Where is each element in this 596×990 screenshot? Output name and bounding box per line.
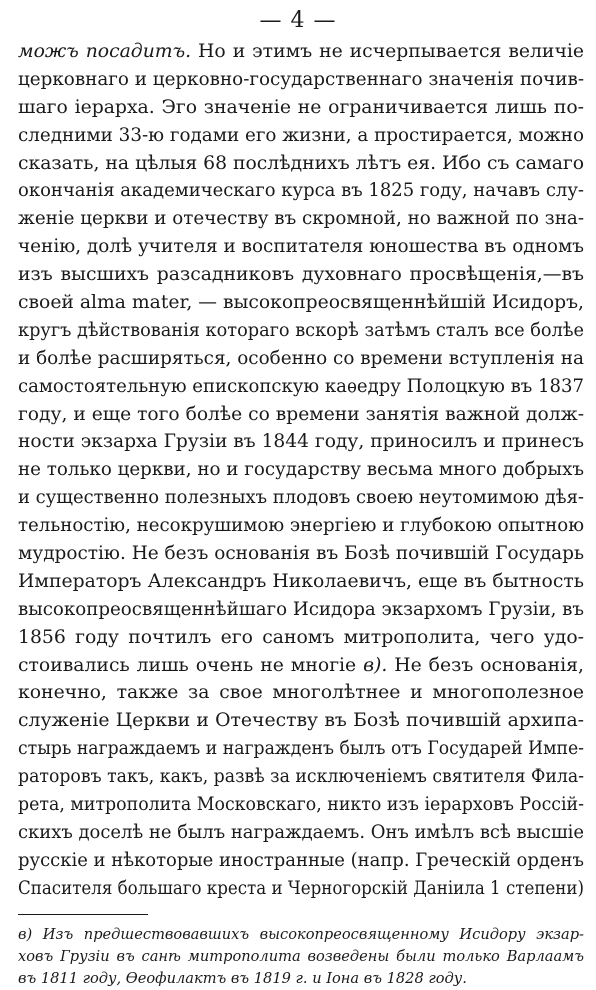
text-line	[18, 150, 584, 178]
text-line	[18, 94, 584, 122]
text-segment: конечно, также за свое многолѣтнее и многополезное	[18, 682, 584, 704]
text-segment: высокопреосвященнѣйшаго Исидора экзархомъ Грузiи, въ	[18, 598, 585, 620]
text-line	[18, 177, 584, 205]
text-line	[18, 484, 584, 512]
text-segment: мудростiю. Не безъ основанiя въ Бозѣ почившiй Государь	[18, 543, 585, 565]
text-segment: окончанiя академическаго курса въ 1825 году, начавъ слу-	[18, 180, 585, 202]
text-segment: самостоятельную епископскую каѳедру Полоцкую въ 1837	[18, 375, 585, 397]
text-line	[18, 317, 584, 345]
text-segment: изъ высшихъ разсадниковъ духовнаго просвѣщенiя,—въ	[18, 264, 584, 286]
text-segment: скихъ доселѣ не былъ награждаемъ. Онъ имѣлъ всѣ высшiе	[18, 821, 585, 843]
text-segment: следними 33-ю годами его жизни, а простирается, можно	[18, 124, 585, 146]
text-line	[18, 707, 584, 735]
text-line	[18, 345, 584, 373]
text-line	[18, 624, 584, 652]
text-segment: не только церкви, но и государству весьма много добрыхъ	[18, 459, 585, 481]
text-line	[18, 847, 584, 875]
text-line	[18, 289, 584, 317]
text-line	[18, 875, 584, 903]
text-segment: 1856 году почтилъ его саномъ митрополита, чего удо-	[18, 626, 584, 648]
text-segment: своей alma mater, — высокопреосвященнѣйшiй Исидоръ,	[18, 292, 584, 314]
text-segment: сказать, на цѣлыя 68 послѣднихъ лѣтъ ея. Ибо съ самаго	[18, 152, 585, 174]
text-segment: ченiю, долѣ учителя и воспитателя юношества въ одномъ	[18, 236, 584, 258]
text-line	[18, 791, 584, 819]
text-segment: стырь награждаемъ и награжденъ былъ отъ Государей Импе-	[18, 738, 585, 760]
footnote	[18, 924, 584, 990]
text-segment: году, и еще того болѣе со времени занятiя важной долж-	[18, 403, 585, 425]
text-line	[18, 735, 584, 763]
text-line	[18, 512, 584, 540]
text-line	[18, 568, 584, 596]
text-segment: и болѣе расширяться, особенно со времени вступленiя на	[18, 347, 585, 369]
text-line	[18, 428, 584, 456]
text-segment: Императоръ Александръ Николаевичъ, еще въ бытность	[18, 570, 584, 592]
text-segment: Спасителя большаго креста и Черногорскiй Данiила 1 степени)	[18, 877, 584, 899]
text-line	[18, 763, 584, 791]
text-line	[18, 596, 584, 624]
text-line	[18, 679, 584, 707]
footnote-line: в) Изъ предшествовавшихъ высокопреосвященному Исидору экзар-	[18, 926, 584, 943]
text-segment: ности экзарха Грузiи въ 1844 году, приносилъ и принесъ	[18, 431, 584, 453]
text-segment: тельностiю, несокрушимою энергiею и глубокою опытною	[18, 515, 585, 537]
text-line	[18, 205, 584, 233]
text-segment: шаго iерарха. Эго значенiе не ограничивается лишь по-	[18, 96, 584, 118]
text-segment: служенiе Церкви и Отечеству въ Бозѣ почившiй архипа-	[18, 710, 584, 732]
text-line	[18, 38, 584, 66]
text-line	[18, 66, 584, 94]
text-line	[18, 122, 584, 150]
footnote-line: въ 1811 году, Ѳеофилактъ въ 1819 г. и Iона въ 1828 году.	[18, 970, 467, 987]
footnote-line: ховъ Грузiи въ санѣ митрополита возведены были только Варлаамъ	[18, 948, 584, 965]
page-number: — 4 —	[259, 8, 337, 33]
text-segment: в).	[363, 654, 388, 676]
text-segment: Но и этимъ не исчерпывается величiе	[191, 41, 584, 62]
text-line	[18, 233, 584, 261]
text-segment: рета, митрополита Московскаго, никто изъ iерарховъ Россiй-	[18, 794, 585, 816]
text-segment: и существенно полезныхъ плодовъ своею неутомимою дѣя-	[18, 487, 584, 509]
footnote-divider	[18, 914, 148, 915]
text-segment: стоивались лишь очень не многiе	[18, 654, 364, 676]
text-line	[18, 373, 584, 401]
main-text	[18, 38, 584, 903]
text-line	[18, 401, 584, 429]
text-line	[18, 540, 584, 568]
text-segment: можъ посадитъ.	[18, 41, 192, 62]
text-segment: кругъ дѣйствованiя котораго вскорѣ затѣмъ сталъ все болѣе	[18, 319, 585, 341]
text-line	[18, 456, 584, 484]
text-line	[18, 819, 584, 847]
text-line	[18, 652, 584, 680]
text-segment: женiе церкви и отечеству въ скромной, но важной по зна-	[18, 208, 584, 230]
text-segment: церковнаго и церковно-государственнаго значенiя почив-	[18, 68, 585, 90]
text-line	[18, 261, 584, 289]
text-segment: русскiе и нѣкоторые иностранные (напр. Греческiй орденъ	[18, 849, 584, 871]
text-segment: Не безъ основанiя,	[387, 654, 584, 676]
text-segment: раторовъ такъ, какъ, развѣ за исключенiемъ святителя Фила-	[18, 766, 585, 788]
